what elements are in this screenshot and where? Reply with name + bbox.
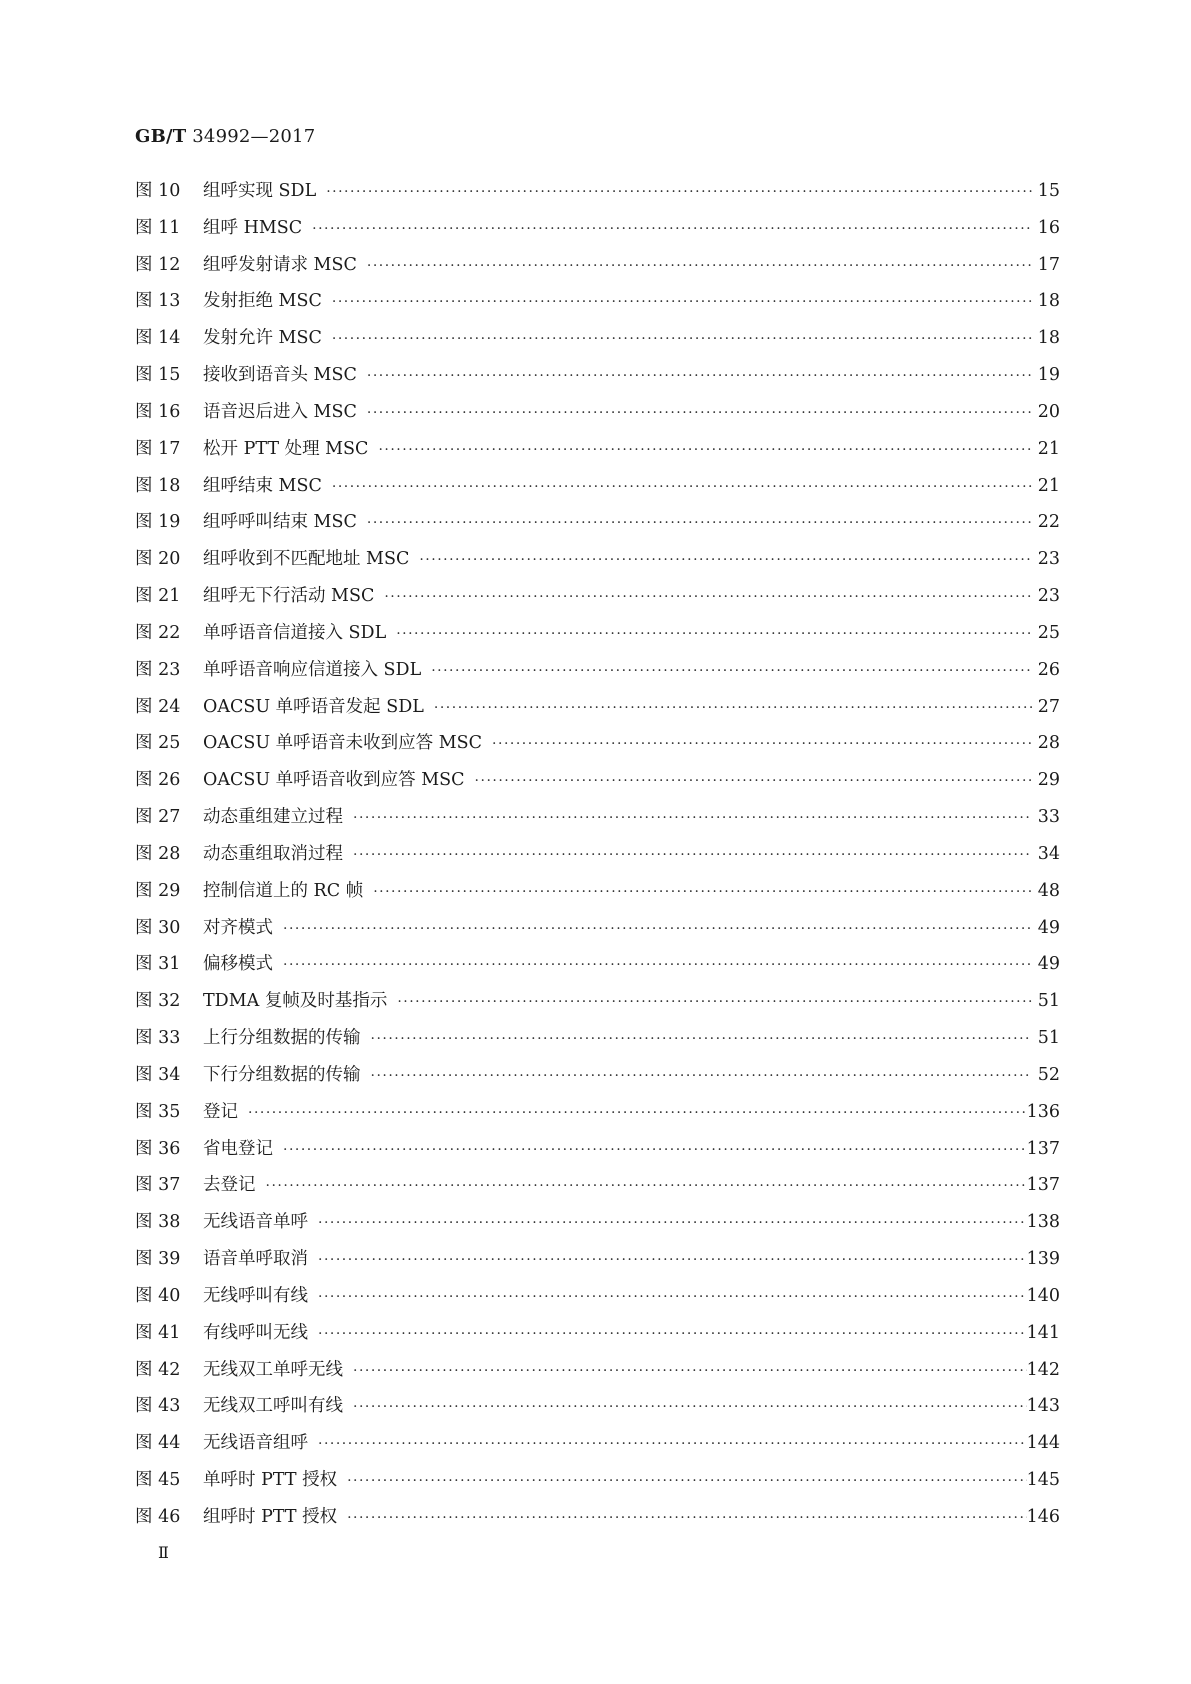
page-reference: 139 — [1026, 1249, 1060, 1270]
figure-title: 登记 — [203, 1101, 238, 1122]
figure-number: 图 38 — [135, 1212, 181, 1233]
toc-entry[interactable] — [135, 693, 1060, 730]
figure-number: 图 20 — [135, 549, 181, 570]
figure-number: 图 13 — [135, 291, 181, 312]
figure-number: 图 39 — [135, 1249, 181, 1270]
page-reference: 141 — [1026, 1322, 1060, 1343]
page-reference: 34 — [1037, 843, 1060, 864]
page-reference: 48 — [1037, 880, 1060, 901]
dot-leader — [328, 294, 1032, 310]
page-reference: 138 — [1026, 1212, 1060, 1233]
figure-title: 松开 PTT 处理 MSC — [203, 438, 369, 459]
toc-entry[interactable] — [135, 729, 1060, 766]
page-reference: 16 — [1037, 217, 1060, 238]
figure-title: TDMA 复帧及时基指示 — [203, 991, 388, 1012]
page-reference: 15 — [1037, 181, 1060, 201]
toc-entry[interactable] — [135, 214, 1060, 251]
dot-leader — [279, 957, 1032, 973]
figure-number: 图 27 — [135, 807, 181, 828]
toc-entry[interactable] — [135, 251, 1060, 288]
figure-number: 图 45 — [135, 1469, 181, 1490]
page-reference: 51 — [1037, 991, 1060, 1012]
toc-entry[interactable] — [135, 1319, 1060, 1356]
dot-leader — [322, 184, 1032, 200]
page-reference: 19 — [1037, 365, 1060, 386]
figure-title: OACSU 单呼语音发起 SDL — [203, 696, 424, 717]
figure-title: 无线呼叫有线 — [203, 1285, 308, 1306]
figure-title: 无线双工呼叫有线 — [203, 1396, 343, 1417]
dot-leader — [343, 1473, 1027, 1489]
figure-title: 单呼时 PTT 授权 — [203, 1469, 338, 1490]
dot-leader — [363, 515, 1032, 531]
dot-leader — [367, 1031, 1033, 1047]
figure-number: 图 43 — [135, 1396, 181, 1417]
figure-number: 图 30 — [135, 917, 181, 938]
figure-number: 图 34 — [135, 1064, 181, 1085]
page-reference: 18 — [1037, 291, 1060, 312]
figure-number: 图 24 — [135, 696, 181, 717]
figure-title: 下行分组数据的传输 — [203, 1064, 361, 1085]
toc-entry[interactable] — [135, 1245, 1060, 1282]
figure-number: 图 19 — [135, 512, 181, 533]
figure-title: 动态重组取消过程 — [203, 843, 343, 864]
figure-title: 去登记 — [203, 1175, 256, 1196]
dot-leader — [244, 1105, 1027, 1121]
dot-leader — [363, 258, 1032, 274]
figure-number: 图 28 — [135, 843, 181, 864]
figure-title: 偏移模式 — [203, 954, 273, 975]
figure-title: 接收到语音头 MSC — [203, 365, 357, 386]
page-reference: 22 — [1037, 512, 1060, 533]
page-reference: 51 — [1037, 1028, 1060, 1049]
figure-list — [135, 177, 1060, 1540]
figure-number: 图 14 — [135, 328, 181, 349]
toc-entry[interactable] — [135, 950, 1060, 987]
figure-number: 图 26 — [135, 770, 181, 791]
toc-entry[interactable] — [135, 472, 1060, 509]
figure-title: 无线双工单呼无线 — [203, 1359, 343, 1380]
figure-number: 图 12 — [135, 254, 181, 275]
page-reference: 144 — [1026, 1433, 1060, 1454]
page-reference: 21 — [1037, 475, 1060, 496]
dot-leader — [369, 884, 1032, 900]
toc-entry[interactable] — [135, 545, 1060, 582]
figure-title: 组呼呼叫结束 MSC — [203, 512, 357, 533]
dot-leader — [393, 994, 1032, 1010]
toc-entry[interactable] — [135, 1024, 1060, 1061]
page-reference: 25 — [1037, 622, 1060, 643]
figure-title: 语音单呼取消 — [203, 1249, 308, 1270]
page-reference: 137 — [1026, 1175, 1060, 1196]
toc-entry[interactable] — [135, 987, 1060, 1024]
dot-leader — [392, 626, 1032, 642]
toc-entry[interactable] — [135, 1503, 1060, 1540]
figure-title: 组呼结束 MSC — [203, 475, 322, 496]
figure-number: 图 42 — [135, 1359, 181, 1380]
page-reference: 33 — [1037, 807, 1060, 828]
page-reference: 23 — [1037, 549, 1060, 570]
figure-title: 发射拒绝 MSC — [203, 291, 322, 312]
toc-entry[interactable] — [135, 1171, 1060, 1208]
figure-title: 无线语音组呼 — [203, 1433, 308, 1454]
figure-number: 图 40 — [135, 1285, 181, 1306]
toc-entry[interactable] — [135, 398, 1060, 435]
figure-title: 单呼语音信道接入 SDL — [203, 622, 387, 643]
page-reference: 21 — [1037, 438, 1060, 459]
page-reference: 18 — [1037, 328, 1060, 349]
figure-title: 组呼发射请求 MSC — [203, 254, 357, 275]
page-reference: 20 — [1037, 401, 1060, 422]
figure-title: 动态重组建立过程 — [203, 807, 343, 828]
dot-leader — [374, 442, 1032, 458]
page-reference: 52 — [1037, 1064, 1060, 1085]
page-reference: 28 — [1037, 733, 1060, 754]
toc-entry[interactable] — [135, 914, 1060, 951]
page-number: Ⅱ — [158, 1543, 169, 1562]
toc-entry[interactable] — [135, 1135, 1060, 1172]
figure-title: 组呼收到不匹配地址 MSC — [203, 549, 410, 570]
figure-number: 图 17 — [135, 438, 181, 459]
dot-leader — [308, 221, 1032, 237]
figure-number: 图 37 — [135, 1175, 181, 1196]
figure-title: 对齐模式 — [203, 917, 273, 938]
dot-leader — [471, 773, 1032, 789]
dot-leader — [349, 1399, 1027, 1415]
dot-leader — [314, 1252, 1027, 1268]
toc-entry[interactable] — [135, 1098, 1060, 1135]
dot-leader — [380, 589, 1032, 605]
page-reference: 136 — [1026, 1101, 1060, 1122]
figure-title: 控制信道上的 RC 帧 — [203, 880, 364, 901]
page-reference: 137 — [1026, 1138, 1060, 1159]
page-reference: 145 — [1026, 1469, 1060, 1490]
page-reference: 29 — [1037, 770, 1060, 791]
toc-entry[interactable] — [135, 508, 1060, 545]
toc-entry[interactable] — [135, 1208, 1060, 1245]
figure-number: 图 35 — [135, 1101, 181, 1122]
dot-leader — [262, 1178, 1027, 1194]
toc-entry[interactable] — [135, 803, 1060, 840]
page-reference: 26 — [1037, 659, 1060, 680]
toc-entry[interactable] — [135, 877, 1060, 914]
page-reference: 49 — [1037, 954, 1060, 975]
figure-number: 图 21 — [135, 586, 181, 607]
page-reference: 17 — [1037, 254, 1060, 275]
toc-entry[interactable] — [135, 324, 1060, 361]
figure-title: 无线语音单呼 — [203, 1212, 308, 1233]
dot-leader — [430, 700, 1032, 716]
figure-number: 图 29 — [135, 880, 181, 901]
figure-number: 图 32 — [135, 991, 181, 1012]
figure-number: 图 11 — [135, 217, 181, 238]
page-reference: 23 — [1037, 586, 1060, 607]
dot-leader — [349, 1363, 1027, 1379]
figure-number: 图 33 — [135, 1028, 181, 1049]
page-reference: 49 — [1037, 917, 1060, 938]
figure-number: 图 36 — [135, 1138, 181, 1159]
figure-number: 图 18 — [135, 475, 181, 496]
figure-title: 组呼实现 SDL — [203, 181, 317, 201]
dot-leader — [279, 1142, 1027, 1158]
dot-leader — [314, 1215, 1027, 1231]
figure-number: 图 41 — [135, 1322, 181, 1343]
figure-number: 图 46 — [135, 1506, 181, 1527]
toc-entry[interactable] — [135, 435, 1060, 472]
page-reference: 142 — [1026, 1359, 1060, 1380]
toc-entry[interactable] — [135, 287, 1060, 324]
figure-title: OACSU 单呼语音收到应答 MSC — [203, 770, 465, 791]
toc-entry[interactable] — [135, 840, 1060, 877]
dot-leader — [488, 736, 1032, 752]
toc-entry[interactable] — [135, 177, 1060, 214]
toc-entry[interactable] — [135, 1061, 1060, 1098]
figure-title: OACSU 单呼语音未收到应答 MSC — [203, 733, 483, 754]
toc-entry[interactable] — [135, 619, 1060, 656]
toc-entry[interactable] — [135, 1466, 1060, 1503]
toc-entry[interactable] — [135, 766, 1060, 803]
figure-title: 发射允许 MSC — [203, 328, 322, 349]
figure-number: 图 31 — [135, 954, 181, 975]
dot-leader — [328, 331, 1032, 347]
figure-number: 图 23 — [135, 659, 181, 680]
dot-leader — [328, 479, 1032, 495]
figure-number: 图 22 — [135, 622, 181, 643]
dot-leader — [363, 368, 1032, 384]
dot-leader — [349, 810, 1032, 826]
dot-leader — [349, 847, 1032, 863]
dot-leader — [343, 1510, 1027, 1526]
toc-entry[interactable] — [135, 1356, 1060, 1393]
figure-title: 有线呼叫无线 — [203, 1322, 308, 1343]
figure-title: 省电登记 — [203, 1138, 273, 1159]
page-reference: 143 — [1026, 1396, 1060, 1417]
toc-entry[interactable] — [135, 1282, 1060, 1319]
toc-entry[interactable] — [135, 582, 1060, 619]
dot-leader — [279, 921, 1032, 937]
dot-leader — [314, 1289, 1027, 1305]
figure-title: 上行分组数据的传输 — [203, 1028, 361, 1049]
standard-number: 34992—2017 — [192, 126, 316, 147]
dot-leader — [314, 1326, 1027, 1342]
dot-leader — [314, 1436, 1027, 1452]
figure-title: 语音迟后进入 MSC — [203, 401, 357, 422]
figure-title: 组呼时 PTT 授权 — [203, 1506, 338, 1527]
standard-code: GB/T — [135, 126, 187, 147]
figure-title: 组呼无下行活动 MSC — [203, 586, 375, 607]
figure-number: 图 10 — [135, 181, 181, 201]
toc-entry[interactable] — [135, 656, 1060, 693]
toc-entry[interactable] — [135, 1429, 1060, 1466]
page-reference: 27 — [1037, 696, 1060, 717]
figure-number: 图 15 — [135, 365, 181, 386]
document-header — [135, 126, 315, 147]
figure-title: 单呼语音响应信道接入 SDL — [203, 659, 422, 680]
page-reference: 146 — [1026, 1506, 1060, 1527]
toc-entry[interactable] — [135, 1392, 1060, 1429]
dot-leader — [367, 1068, 1033, 1084]
dot-leader — [427, 663, 1032, 679]
figure-number: 图 16 — [135, 401, 181, 422]
dot-leader — [415, 552, 1032, 568]
dot-leader — [363, 405, 1032, 421]
toc-entry[interactable] — [135, 361, 1060, 398]
figure-number: 图 44 — [135, 1433, 181, 1454]
figure-number: 图 25 — [135, 733, 181, 754]
figure-title: 组呼 HMSC — [203, 217, 303, 238]
page-reference: 140 — [1026, 1285, 1060, 1306]
